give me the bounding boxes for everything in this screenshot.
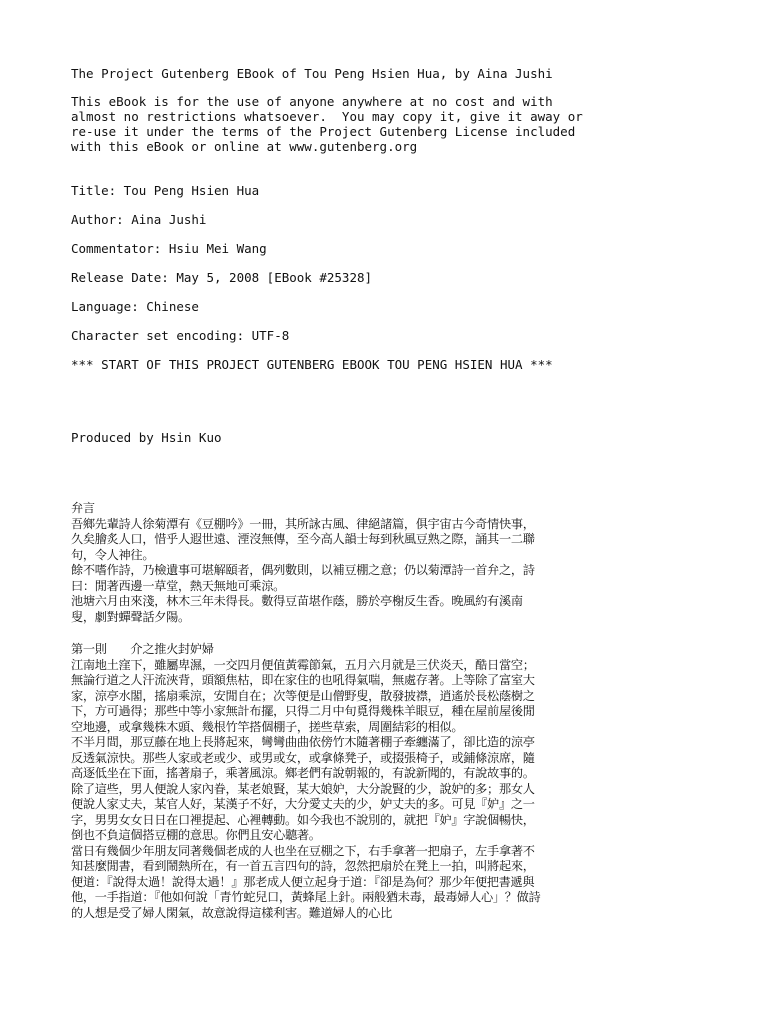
meta-author: Author: Aina Jushi [71,212,207,227]
preface-paragraph: 吾鄉先輩詩人徐菊潭有《豆棚吟》一冊，其所詠古風、律絕諸篇，俱宇宙古今奇情快事，久矣膾炙人口，惜乎人遐世遠、湮沒無傳，至今高人韻士每到秋風豆熟之際，誦其一二聯句，令人神往。 [71,516,535,562]
chapter-paragraph: 江南地土窪下，雖屬卑濕，一交四月便值黃霉節氣，五月六月就是三伏炎天，酷日當空；無論行道之人汗流浹背，頭額焦枯，即在家住的也吼得氣喘，無處存著。上等除了富室大家，涼亭水閣，搖扇乘涼，安閒自在；次等便是山僧野叟，散發披襟，逍遙於長松蔭樹之下，方可過得；那些中等小家無計布擺，只得二月中旬覓得幾株羊眼豆，種在屋前屋後閒空地邊，或拿幾株木頭、幾根竹竿搭個棚子，搓些草索，周圍結彩的相似。 [71,657,535,734]
chapter-paragraph: 當日有幾個少年朋友同著幾個老成的人也坐在豆棚之下，右手拿著一把扇子，左手拿著不知甚麼閒書，看到鬧熱所在，有一首五言四句的詩，忽然把扇於在凳上一拍，叫將起來，便道：『說得太過！說得太過！』那老成人便立起身于道：『卻是為何？那少年便把書遞與他，一手指道：『他如何說「青竹蛇兒口，黃蜂尾上針。兩般猶未毒，最毒婦人心」？做詩的人想是受了婦人閑氣，故意說得這樣利害。難道婦人的心比 [71,843,541,920]
license-line: re-use it under the terms of the Project Gutenberg License included [71,124,576,139]
preface-heading: 弁言 [71,501,95,515]
ebook-header-line: The Project Gutenberg EBook of Tou Peng Hsien Hua, by Aina Jushi [71,66,553,81]
start-marker: *** START OF THIS PROJECT GUTENBERG EBOOK TOU PENG HSIEN HUA *** [71,357,553,372]
license-line: This eBook is for the use of anyone anywhere at no cost and with [71,94,553,109]
preface-paragraph: 池塘六月由來淺，林木三年未得長。數得豆苗堪作蔭，勝於亭榭反生香。晚風約有溪南叟，劇對蟬聲話夕陽。 [71,594,523,624]
meta-release-date: Release Date: May 5, 2008 [EBook #25328] [71,270,373,285]
ebook-page [71,66,601,921]
license-line: with this eBook or online at www.gutenberg.org [71,139,418,154]
chapter-paragraph: 不半月間，那豆藤在地上長將起來，彎彎曲曲依傍竹木隨著棚子牽纏滿了，卻比造的涼亭反透氣涼快。那些人家或老或少、或男或女，或拿條凳子，或掇張椅子，或鋪條涼席，隨高逐低坐在下面，搖著扇子，乘著風涼。鄉老們有說朝報的，有說新聞的，有說故事的。除了這些，男人便說人家內眷，某老娘賢，某大娘妒，大分說賢的少，說妒的多；那女人便說人家丈夫，某官人好，某漢子不好，大分愛丈夫的少，妒丈夫的多。可見『妒』之一字，男男女女日日在口裡提起、心裡轉動。如今我也不說別的，就把『妒』字說個暢快，倒也不負這個搭豆棚的意思。你們且安心聽著。 [71,735,535,842]
meta-commentator: Commentator: Hsiu Mei Wang [71,241,267,256]
meta-language: Language: Chinese [71,299,199,314]
chapter-section [71,642,601,921]
meta-charset: Character set encoding: UTF-8 [71,328,290,343]
produced-by: Produced by Hsin Kuo [71,430,222,445]
chapter-heading: 第一則 介之推火封妒婦 [71,642,214,656]
preface-section [71,501,601,625]
meta-title: Title: Tou Peng Hsien Hua [71,183,260,198]
preface-paragraph: 餘不嗜作詩，乃檢遺事可堪解頤者，偶列數則，以補豆棚之意；仍以菊潭詩一首弁之，詩曰：閒著西邊一草堂，熱天無地可乘涼。 [71,563,535,593]
license-line: almost no restrictions whatsoever. You may copy it, give it away or [71,109,583,124]
license-block [71,94,601,154]
